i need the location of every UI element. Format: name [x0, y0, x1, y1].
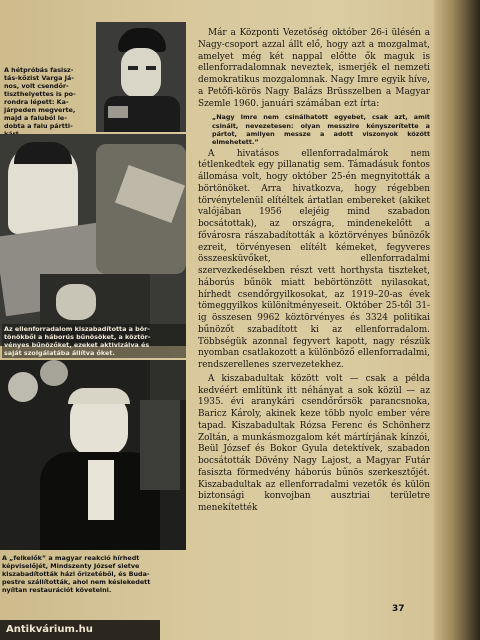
caption-first: A hétpróbás fasisz- tás-kőzist Varga Já- nos, volt csendőr- tiszthelyettes is po- rondra lépett: Ka- járpeden megverte, majd a faluból le- dobta a falu pártti- — [4, 66, 76, 130]
page-number: 37 — [392, 604, 405, 614]
quote-nagy-balazs: „Nagy Imre nem csinálhatott egyebet, csak azt, amit csinált, nevezetesen: olyan messzire kényszerítette a pártot, amilyen messze a adott viszonyok között elmehetett.” — [212, 113, 430, 147]
paragraph-3: A kiszabadultak között volt — csak a példa kedvéért említünk itt néhányat a sok közül — az 1935. évi aranykári csendőrőrsök parancsnoka, Baricz Károly, akinek keze több nyolc ember vére tapad. Kiszabadultak Rózsa Ferenc és Schönherz Zoltán, a munkásmozgalom két mártírjának kínzói, Beül József és Bokor Gyula detektívek, szabadon bocsátották Dövény Nagy Lajost, a Magyar Futár fasiszta förmedvény háborús bűnös szerkesztőjét. Kiszabadultak az ellenforradalmi vezetők és külön biztonsági konvojban ausztriai területre menekítették — [198, 373, 430, 514]
caption-second: Az ellenforradalom kiszabadította a bör- tönökből a háborús bűnösöket, a köztör- vényes bűnözőket, ezeket aktivizálva és saját szolgálatába állítva őket. — [2, 324, 186, 358]
photo-mindszenty — [0, 360, 186, 550]
article-text — [198, 28, 430, 618]
photo-prisoners — [0, 134, 186, 346]
paragraph-2: A hivatásos ellenforradalmárok nem tétlenkedtek egy pillanatig sem. Támadásuk fontos állomása volt, hogy október 25-én megnyitották a börtönöket. Arra hivatkozva, hogy régebben törvénytelenül elítéltek ártatlan embereket (akiket valójában 1956 elejéig mind szabadon bocsátottak), az országra, mindenekelőtt a fővárosra rászabadították a köztörvényes bűnözők ezreit, törvényesen elítélt kémeket, fegyveres összeesküvőket, ellenforradalmi szervezkedésekben részt vett horthysta tiszteket, háborús bűnök miatt bebörtönzött nyilasokat, hírhedt csendőrgyilkosokat, az 1919–20-as évek tömeggyilkos különítményeseit. Október 25-től 31-ig összesen 9962 köztörvényes és 3324 politikai bűnözőt szabadított ki az ellenforradalom. Többségük azonnal fegyvert kapott, nagy részük nyomban csatlakozott a különböző ellenforradalmi, rendszerellenes szervezetekhez. — [198, 148, 430, 371]
photo-portrait — [96, 22, 186, 132]
caption-third: A „felkelők” a magyar reakció hírhedt képviselőjét, Mindszenty József sietve kiszabadították házi őrizetéből, és Buda- pestre szállították, ahol nem késlekedett nyíltan restaurációt követelni. — [2, 554, 151, 594]
photo-column — [0, 20, 186, 635]
watermark: Antikvárium.hu — [0, 620, 160, 640]
book-spine — [434, 0, 480, 640]
paragraph-1: Már a Központi Vezetőség október 26-i ülésén a Nagy-csoport azzal állt elő, hogy azt a mozgalmat, amelyet még két nappal előtte ők maguk is ellenforradalomnak neveztek, ismerjék el nemzeti demokratikus mozgalomnak. Nagy Imre egyik híve, a Petőfi-körös Nagy Balázs Brüsszelben a Magyar Szemle 1960. januári számában ezt írta: — [198, 28, 430, 109]
